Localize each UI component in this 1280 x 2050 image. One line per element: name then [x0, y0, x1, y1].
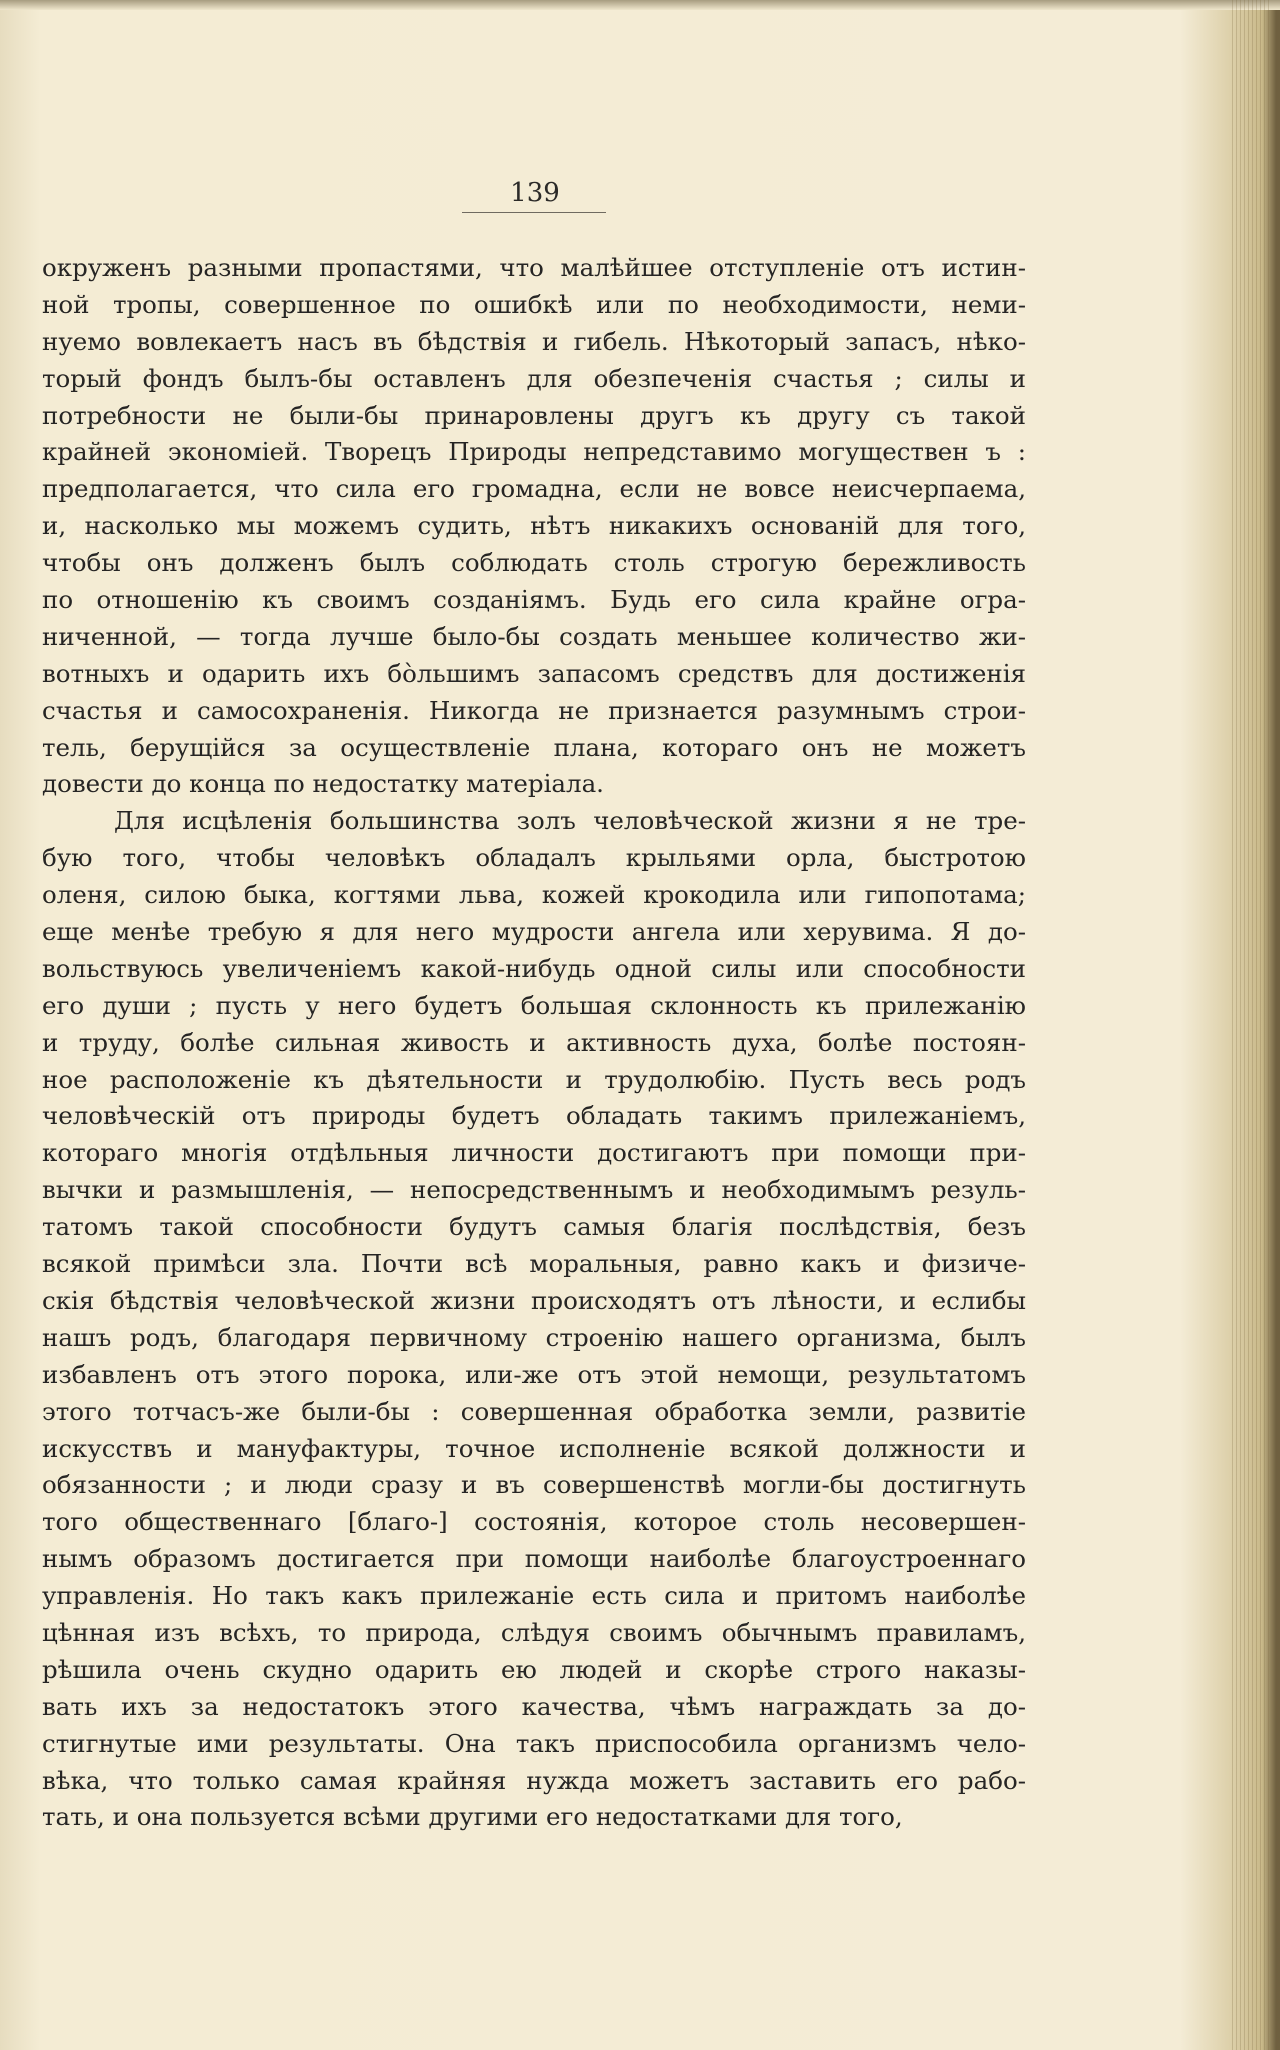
- text-line: избавленъ отъ этого порока, или-же отъ этой немощи, результатомъ: [42, 1359, 1026, 1389]
- text-line: довести до конца по недостатку матеріала.: [42, 769, 604, 799]
- text-line: и труду, болѣе сильная живость и активность духа, болѣе постоян-: [42, 1027, 1026, 1057]
- text-line: татомъ такой способности будутъ самыя благія послѣдствія, безъ: [42, 1212, 1026, 1242]
- text-line: чтобы онъ долженъ былъ соблюдать столь строгую бережливость: [42, 548, 1026, 578]
- page-number: 139: [510, 178, 560, 208]
- text-line: Для исцѣленія большинства золъ человѣческой жизни я не тре-: [114, 806, 1026, 836]
- text-line: тать, и она пользуется всѣми другими его недостатками для того,: [42, 1802, 903, 1832]
- text-line: котораго многія отдѣльныя личности достигаютъ при помощи при-: [42, 1138, 1026, 1168]
- text-line: окруженъ разными пропастями, что малѣйшее отступленіе отъ истин-: [42, 253, 1026, 282]
- text-line: тель, берущійся за осуществленіе плана, котораго онъ не можетъ: [42, 732, 1026, 762]
- text-line: искусствъ и мануфактуры, точное исполненіе всякой должности и: [42, 1433, 1026, 1463]
- text-line: рѣшила очень скудно одарить ею людей и скорѣе строго наказы-: [42, 1654, 1026, 1684]
- text-line: скія бѣдствія человѣческой жизни происходятъ отъ лѣности, и еслибы: [42, 1285, 1026, 1315]
- text-line: ное расположеніе къ дѣятельности и трудолюбію. Пусть весь родъ: [42, 1064, 1026, 1094]
- text-line: ниченной, — тогда лучше было-бы создать меньшее количество жи-: [42, 621, 1026, 651]
- text-line: и, насколько мы можемъ судить, нѣтъ никакихъ основаній для того,: [42, 511, 1026, 541]
- text-line: вольствуюсь увеличеніемъ какой-нибудь одной силы или способности: [42, 953, 1026, 983]
- text-line: оленя, силою быка, когтями льва, кожей крокодила или гипопотама;: [42, 880, 1026, 910]
- text-line: вычки и размышленія, — непосредственнымъ и необходимымъ резуль-: [42, 1175, 1026, 1205]
- text-line: этого тотчасъ-же были-бы : совершенная обработка земли, развитіе: [42, 1396, 1026, 1426]
- paragraph: [42, 803, 1026, 1836]
- text-line: того общественнаго [благо-] состоянія, которое столь несовершен-: [42, 1507, 1026, 1537]
- page-edge-binding: [1232, 0, 1272, 2050]
- text-line: счастья и самосохраненія. Никогда не признается разумнымъ строи-: [42, 695, 1026, 725]
- text-line: бую того, чтобы человѣкъ обладалъ крыльями орла, быстротою: [42, 843, 1026, 873]
- text-line: всякой примѣси зла. Почти всѣ моральныя, равно какъ и физиче-: [42, 1249, 1026, 1279]
- text-line: управленія. Но такъ какъ прилежаніе есть сила и притомъ наиболѣе: [42, 1581, 1026, 1611]
- page-number-rule: [462, 212, 606, 213]
- text-line: ной тропы, совершенное по ошибкѣ или по необходимости, неми-: [42, 289, 1026, 319]
- text-line: вотныхъ и одарить ихъ бо̀льшимъ запасомъ средствъ для достиженія: [42, 658, 1026, 688]
- text-line: человѣческій отъ природы будетъ обладать такимъ прилежаніемъ,: [42, 1101, 1026, 1131]
- text-line: нымъ образомъ достигается при помощи наиболѣе благоустроеннаго: [42, 1544, 1026, 1574]
- paragraph: [42, 250, 1026, 803]
- body-text: [42, 250, 1026, 1836]
- text-line: торый фондъ былъ-бы оставленъ для обезпеченія счастья ; силы и: [42, 363, 1026, 393]
- text-line: потребности не были-бы принаровлены другъ къ другу съ такой: [42, 400, 1026, 430]
- text-line: нашъ родъ, благодаря первичному строенію нашего организма, былъ: [42, 1322, 1026, 1352]
- text-line: крайней экономіей. Творецъ Природы непредставимо могуществен ъ :: [42, 437, 1026, 467]
- text-line: цѣнная изъ всѣхъ, то природа, слѣдуя своимъ обычнымъ правиламъ,: [42, 1617, 1026, 1647]
- text-line: стигнутые ими результаты. Она такъ приспособила организмъ чело-: [42, 1728, 1026, 1758]
- text-line: по отношенію къ своимъ созданіямъ. Будь его сила крайне огра-: [42, 585, 1026, 615]
- text-line: его души ; пусть у него будетъ большая склонность къ прилежанію: [42, 990, 1026, 1020]
- page-top-edge: [0, 0, 1280, 10]
- text-line: вѣка, что только самая крайняя нужда можетъ заставить его рабо-: [42, 1765, 1026, 1795]
- text-line: еще менѣе требую я для него мудрости ангела или херувима. Я до-: [42, 917, 1026, 947]
- text-line: вать ихъ за недостатокъ этого качества, чѣмъ награждать за до-: [42, 1691, 1026, 1721]
- text-line: нуемо вовлекаетъ насъ въ бѣдствія и гибель. Нѣкоторый запасъ, нѣко-: [42, 326, 1026, 356]
- text-line: предполагается, что сила его громадна, если не вовсе неисчерпаема,: [42, 474, 1026, 504]
- text-line: обязанности ; и люди сразу и въ совершенствѣ могли-бы достигнуть: [42, 1470, 1026, 1500]
